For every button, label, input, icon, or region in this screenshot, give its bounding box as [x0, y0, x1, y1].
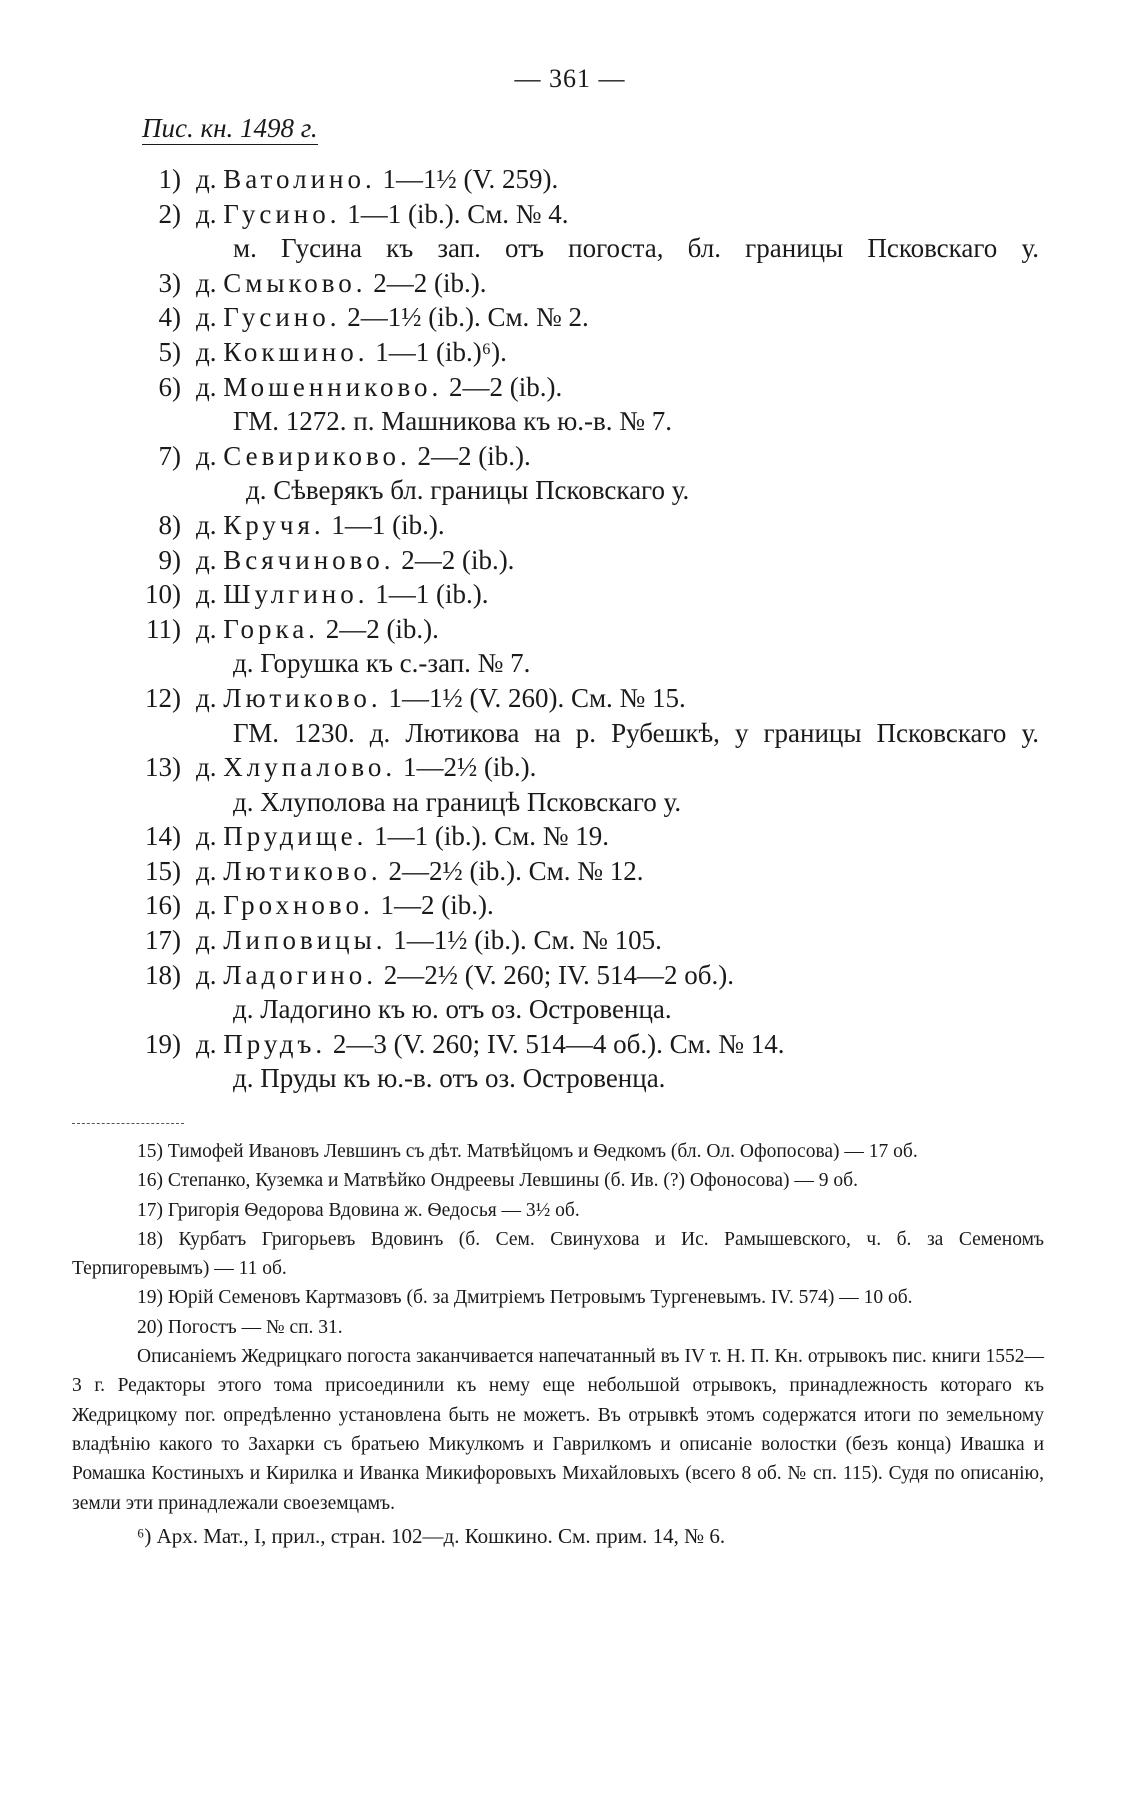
entry-type: д. [196, 371, 224, 402]
entry-note-line [0, 716, 1140, 751]
entry-note: д. Пруды къ ю.-в. отъ оз. Островенца. [233, 1063, 666, 1094]
entry-note: ГМ. 1272. п. Машникова къ ю.-в. № 7. [233, 406, 673, 437]
footnote-paragraph: 17) Григорія Ѳедорова Вдовина ж. Ѳедосья — 3½ об. [137, 1199, 580, 1221]
footnote-paragraph: 20) Погостъ — № сп. 31. [137, 1316, 343, 1338]
entry-type: д. [196, 752, 224, 783]
entry-type: д. [196, 890, 224, 921]
entry-number: 7) [158, 440, 181, 471]
entry-line [0, 681, 1140, 716]
entry-line [0, 612, 1140, 647]
entry-place-name: Горка. [223, 613, 319, 644]
entry-type: д. [196, 302, 224, 333]
entry-line [0, 439, 1140, 474]
entry-place-name: Шулгино. [223, 579, 369, 610]
entry-details: 1—1½ (V. 260). См. № 15. [381, 682, 686, 713]
entry-type: д. [196, 821, 224, 852]
entry-note: д. Сѣверякъ бл. границы Псковскаго у. [246, 475, 690, 506]
entry-details: 2—2 (ib.). [318, 613, 439, 644]
entry-line [0, 266, 1140, 301]
entry-text [196, 266, 487, 301]
entry-text [196, 300, 589, 335]
footnotes [72, 1137, 1044, 1551]
entry-number: 19) [145, 1028, 181, 1059]
entry-line [0, 300, 1140, 335]
entry-details: 2—2 (ib.). [366, 267, 487, 298]
entry-type: д. [196, 613, 224, 644]
entry-number: 4) [158, 302, 181, 333]
entry-line [0, 335, 1140, 370]
entry-text [196, 750, 536, 785]
footnote-paragraph: 16) Степанко, Куземка и Матвѣйко Ондреевы Левшины (б. Ив. (?) Офоносова) — 9 об. [137, 1170, 858, 1192]
entry-details: 1—1 (ib.)⁶). [368, 336, 507, 367]
entry-note: ГМ. 1230. д. Лютикова на р. Рубешкѣ, у границы Псковскаго у. [233, 717, 1039, 748]
entry-number: 5) [158, 336, 181, 367]
entry-place-name: Кокшино. [223, 336, 369, 367]
entry-line [0, 162, 1140, 197]
entry-details: 2—2 (ib.). [442, 371, 563, 402]
entry-text [196, 439, 531, 474]
entry-note-line [0, 785, 1140, 820]
entry-details: 1—1½ (ib.). См. № 105. [386, 925, 662, 956]
entry-type: д. [196, 198, 224, 229]
entry-details: 1—1½ (V. 259). [375, 164, 559, 194]
entry-note-line [0, 646, 1140, 681]
entry-number: 8) [158, 509, 181, 540]
entry-note-line [0, 1061, 1140, 1096]
entry-note: д. Горушка къ с.-зап. № 7. [233, 648, 531, 679]
footnote-divider [72, 1123, 184, 1124]
entry-line [0, 958, 1140, 993]
entry-text [196, 1027, 785, 1062]
entry-number: 15) [145, 855, 181, 886]
section-heading: Пис. кн. 1498 г. [142, 113, 318, 143]
entry-place-name: Всячиново. [223, 544, 395, 575]
footnote-paragraph: Описаніемъ Жедрицкаго погоста заканчивается напечатанный въ IV т. Н. П. Кн. отрывокъ пис. книги 1552—3 г. Редакторы этого тома присоединили къ нему еще небольшой отрывокъ, принадлежность котораго къ Жедрицкому пог. опредѣленно установлена быть не можетъ. Въ отрывкѣ этомъ содержатся итоги по земельному владѣнію какого то Захарки съ братьею Микулкомъ и Гаврилкомъ и описаніе волостки (безъ конца) Ивашка и Ромашка Костиныхъ и Кирилка и Иванка Микифоровыхъ Михайловыхъ (всего 8 об. № сп. 115). Судя по описанію, земли эти принадлежали своеземцамъ. [72, 1346, 1044, 1514]
entry-place-name: Гусино. [223, 302, 341, 333]
entry-text [196, 819, 609, 854]
entry-line [0, 819, 1140, 854]
entry-place-name: Хлупалово. [223, 752, 397, 783]
entry-place-name: Прудъ. [223, 1028, 327, 1059]
entry-line [0, 197, 1140, 232]
entry-place-name: Кручя. [223, 509, 325, 540]
entry-line [0, 370, 1140, 405]
entry-place-name: Лютиково. [223, 682, 382, 713]
footnote-paragraph: 18) Курбатъ Григорьевъ Вдовинъ (б. Сем. Свинухова и Ис. Рамышевского, ч. б. за Семеномъ Терпигоревымъ) — 11 об. [72, 1228, 1044, 1280]
entry-text [196, 681, 686, 716]
entry-line [0, 577, 1140, 612]
footnote-paragraph: ⁶) Арх. Мат., I, прил., стран. 102—д. Кошкино. См. прим. 14, № 6. [137, 1523, 726, 1548]
entry-number: 13) [145, 752, 181, 783]
entry-number: 17) [145, 925, 181, 956]
entry-text [196, 612, 439, 647]
entry-line [0, 854, 1140, 889]
entry-details: 2—2½ (ib.). См. № 12. [381, 855, 644, 886]
entry-place-name: Севириково. [223, 440, 411, 471]
entry-line [0, 543, 1140, 578]
entry-type: д. [196, 925, 224, 956]
entry-details: 1—2 (ib.). [373, 890, 494, 921]
entry-details: 1—2½ (ib.). [396, 752, 537, 783]
entry-type: д. [196, 959, 224, 990]
entry-note-line [0, 473, 1140, 508]
entry-line [0, 923, 1140, 958]
entry-note: м. Гусина къ зап. отъ погоста, бл. границы Псковскаго у. [233, 233, 1039, 264]
entry-number: 12) [145, 682, 181, 713]
entry-place-name: Ватолино. [223, 164, 376, 194]
entry-details: 1—1 (ib.). См. № 19. [367, 821, 609, 852]
entry-place-name: Ладогино. [223, 959, 378, 990]
entry-text [196, 888, 494, 923]
entry-type: д. [196, 267, 224, 298]
entry-text [196, 335, 507, 370]
footnote-paragraph: 19) Юрій Семеновъ Картмазовъ (б. за Дмитріемъ Петровымъ Тургеневымъ. IV. 574) — 10 об. [137, 1287, 913, 1309]
footnote-paragraph: 15) Тимофей Ивановъ Левшинъ съ дѣт. Матвѣйцомъ и Ѳедкомъ (бл. Ол. Офопосова) — 17 об. [137, 1141, 918, 1162]
entry-number: 6) [158, 371, 181, 402]
entry-number: 10) [145, 579, 181, 610]
entry-line [0, 750, 1140, 785]
entry-type: д. [196, 544, 224, 575]
entry-number: 2) [158, 198, 181, 229]
entry-line [0, 1027, 1140, 1062]
entry-text [196, 923, 662, 958]
entry-text [196, 958, 734, 993]
entry-place-name: Лютиково. [223, 855, 382, 886]
entry-details: 1—1 (ib.). [324, 509, 445, 540]
entry-details: 2—2½ (V. 260; IV. 514—2 об.). [377, 959, 735, 990]
entry-type: д. [196, 1028, 224, 1059]
entry-text [196, 162, 558, 197]
entry-text [196, 577, 488, 612]
entry-note-line [0, 992, 1140, 1027]
entry-text [196, 543, 514, 578]
entry-text [196, 854, 644, 889]
entry-number: 18) [145, 959, 181, 990]
entry-details: 2—1½ (ib.). См. № 2. [340, 302, 589, 333]
entry-text [196, 370, 562, 405]
entry-line [0, 888, 1140, 923]
entry-type: д. [196, 682, 224, 713]
page-number: — 361 — [514, 64, 626, 93]
entry-place-name: Мошенниково. [223, 371, 443, 402]
entry-number: 11) [146, 613, 181, 644]
entry-number: 9) [158, 544, 181, 575]
entry-type: д. [196, 509, 224, 540]
entry-type: д. [196, 855, 224, 886]
entry-line [0, 508, 1140, 543]
entry-number: 14) [145, 821, 181, 852]
entry-type: д. [196, 164, 224, 194]
entry-details: 1—1 (ib.). См. № 4. [340, 198, 569, 229]
entry-place-name: Липовицы. [223, 925, 387, 956]
entry-number: 3) [158, 267, 181, 298]
entry-place-name: Прудище. [223, 821, 368, 852]
entry-details: 2—2 (ib.). [410, 440, 531, 471]
entry-place-name: Грохново. [223, 890, 374, 921]
entry-place-name: Смыково. [223, 267, 367, 298]
entry-type: д. [196, 579, 224, 610]
entry-number: 1) [158, 164, 181, 194]
entry-text [196, 508, 445, 543]
entry-details: 2—3 (V. 260; IV. 514—4 об.). См. № 14. [326, 1028, 785, 1059]
entry-number: 16) [145, 890, 181, 921]
entry-type: д. [196, 440, 224, 471]
entry-note: д. Хлуполова на границѣ Псковскаго у. [233, 786, 682, 817]
entry-place-name: Гусино. [223, 198, 341, 229]
entry-text [196, 197, 569, 232]
entry-list [0, 162, 1140, 1096]
entry-note-line [0, 404, 1140, 439]
entry-note-line [0, 231, 1140, 266]
entry-details: 1—1 (ib.). [368, 579, 489, 610]
entry-details: 2—2 (ib.). [394, 544, 515, 575]
entry-type: д. [196, 336, 224, 367]
entry-note: д. Ладогино къ ю. отъ оз. Островенца. [233, 994, 672, 1025]
